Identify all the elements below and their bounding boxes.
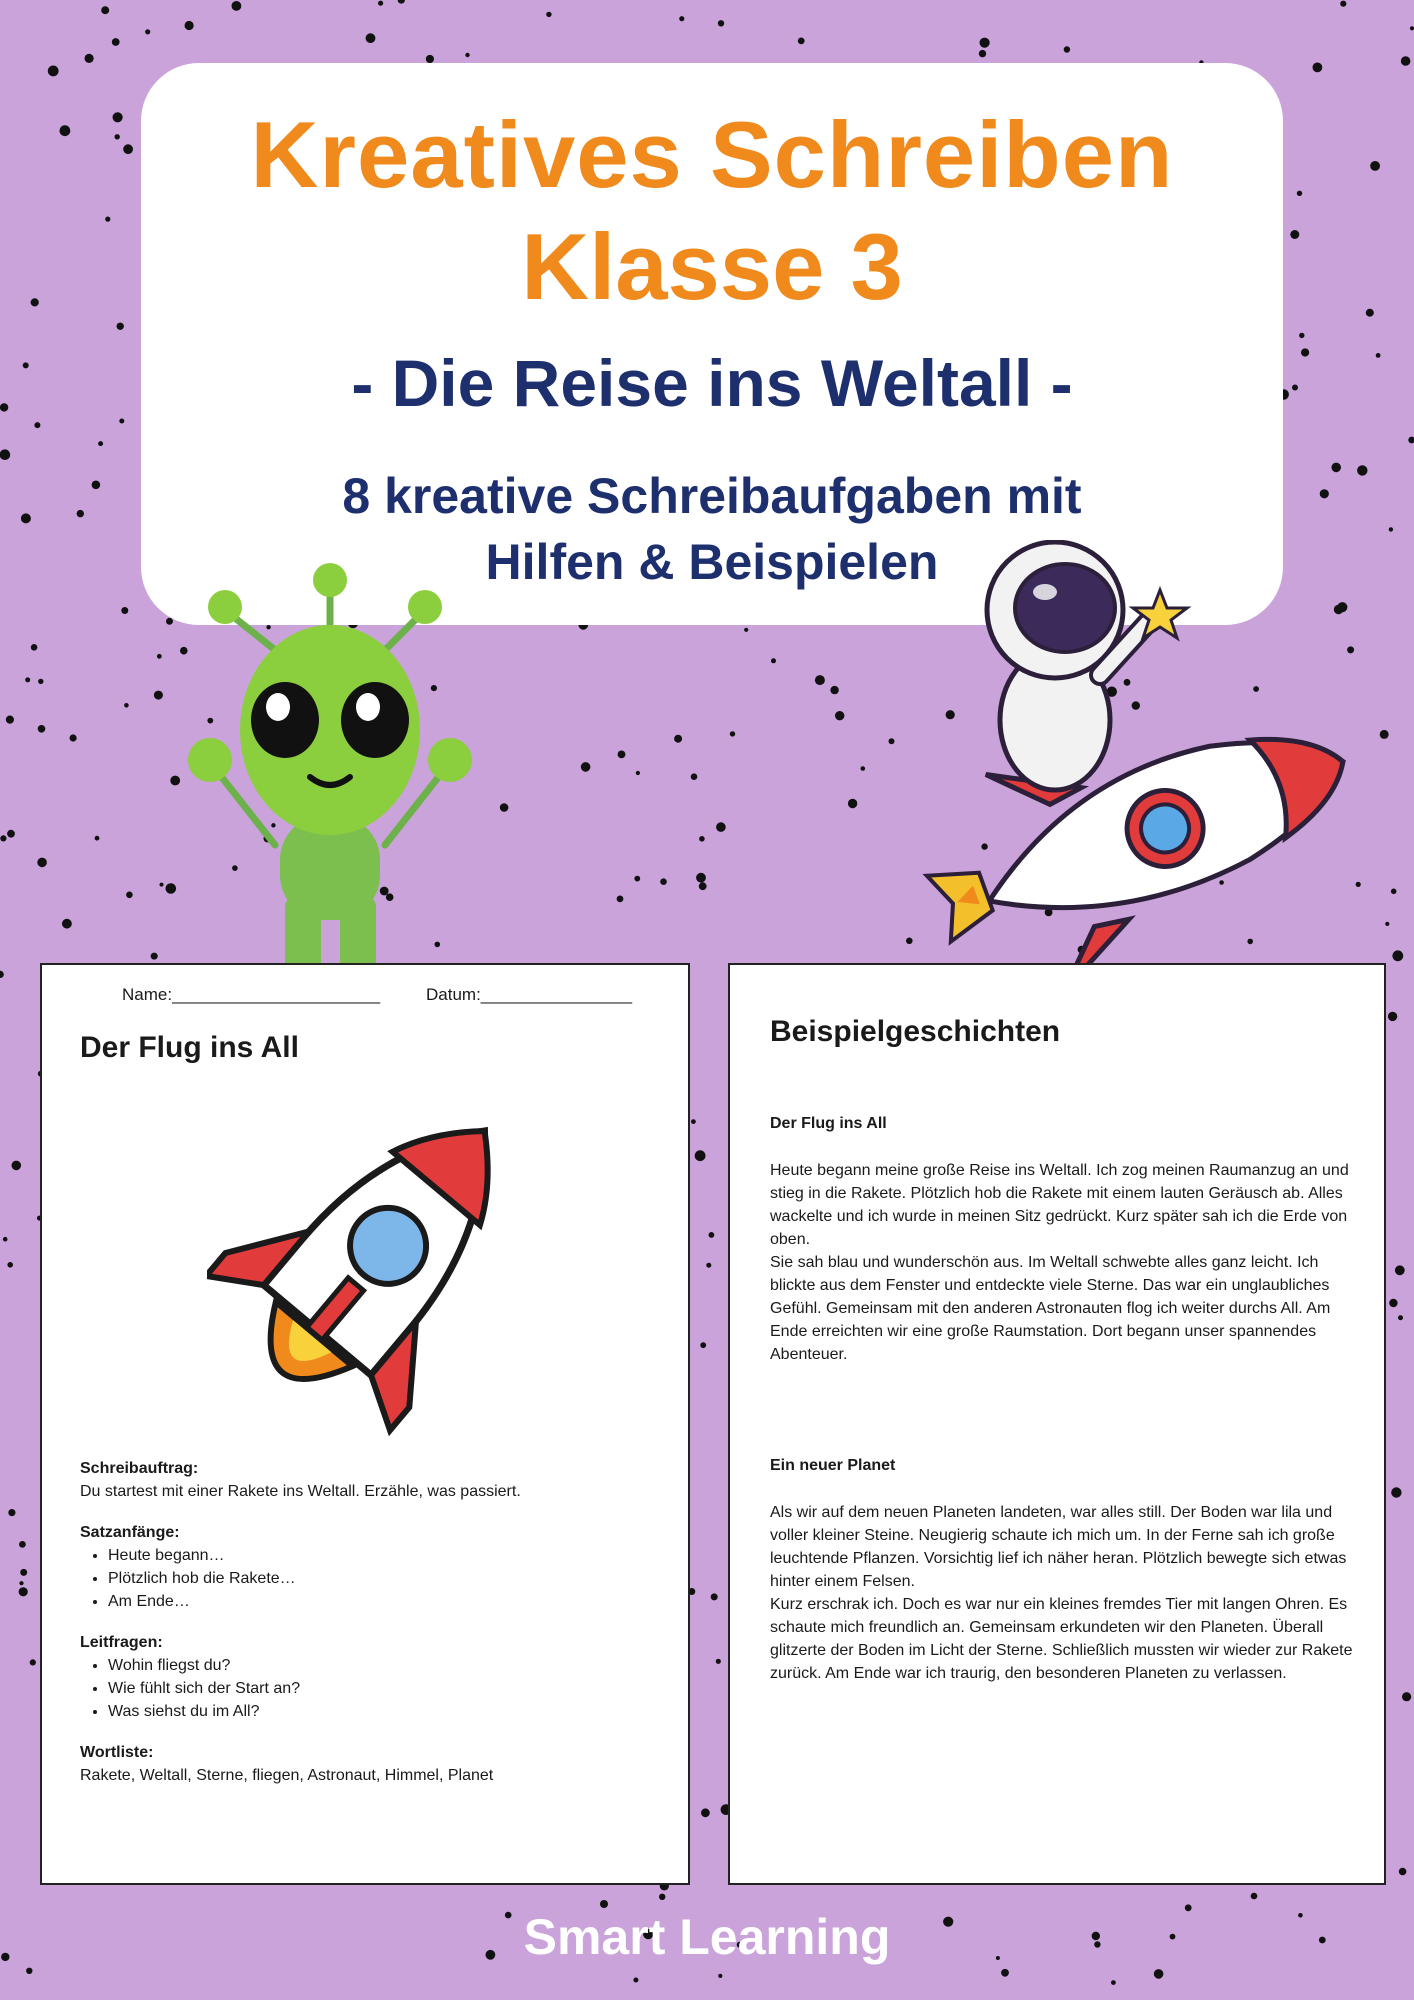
star-dot [166,883,177,894]
star-dot [166,618,173,625]
star-dot [8,1509,15,1516]
starters-list [80,1544,660,1613]
star-dot [30,1659,36,1665]
star-dot [37,858,47,868]
star-dot [1391,1487,1401,1497]
star-dot [31,644,38,651]
star-dot [500,803,509,812]
star-dot [1366,309,1374,317]
star-dot [38,725,46,733]
star-dot [600,1900,608,1908]
star-dot [145,29,150,34]
star-dot [19,1581,23,1585]
story1-title: Der Flug ins All [770,1115,887,1132]
wordlist-heading: Wortliste: [80,1744,154,1761]
star-dot [1370,161,1380,171]
story2-paragraph-2: Kurz erschrak ich. Doch es war nur ein kleines fremdes Tier mit langen Ohren. Es schaute mich freundlich an. Gemeinsam erkundeten wir den Planeten. Überall glitzerte der Boden im Licht der Sterne. Schließlich mussten wir wieder zur Rakete zurück. Am Ende war ich traurig, den besonderen Planeten zu verlassen. [770,1596,1353,1682]
star-dot [119,419,124,424]
star-dot [633,1978,638,1983]
subtitle: - Die Reise ins Weltall - [351,346,1073,420]
star-dot [618,751,626,759]
star-dot [699,882,707,890]
list-item: • Wie fühlt sich der Start an? [108,1677,660,1700]
star-dot [38,679,43,684]
star-dot [0,449,10,460]
star-dot [1389,527,1393,531]
star-dot [848,799,857,808]
star-dot [1376,353,1381,358]
star-dot [1356,882,1361,887]
star-dot [718,1974,722,1978]
star-dot [112,38,120,46]
star-dot [60,125,71,136]
star-dot [124,703,129,708]
star-dot [1331,463,1341,473]
star-dot [1391,889,1397,895]
star-dot [674,735,682,743]
star-dot [835,711,844,720]
star-dot [1399,1868,1407,1876]
star-dot [426,55,434,63]
tagline-line-2: Hilfen & Beispielen [485,534,939,590]
star-dot [121,607,128,614]
star-dot [1320,489,1329,498]
questions-heading: Leitfragen: [80,1634,163,1651]
story2-title: Ein neuer Planet [770,1457,896,1474]
star-dot [1388,1012,1397,1021]
star-dot [101,6,109,14]
star-dot [398,0,405,4]
star-dot [77,510,84,517]
star-dot [48,66,59,77]
star-dot [889,738,895,744]
starters-heading: Satzanfänge: [80,1524,180,1541]
star-dot [1001,1969,1009,1977]
star-dot [11,1161,21,1171]
star-dot [23,362,29,368]
star-dot [771,658,776,663]
star-dot [70,734,77,741]
story1-paragraph-1: Heute begann meine große Reise ins Weltall. Ich zog meinen Raumanzug an und stieg in die Rakete. Plötzlich hob die Rakete mit einem lauten Geräusch ab. Alles wackelte und ich wurde in meinen Sitz gedrückt. Kurz später sah ich die Erde von oben. [770,1162,1349,1248]
star-dot [157,654,162,659]
star-dot [1395,1265,1405,1275]
date-field[interactable]: Datum:________________ [426,985,633,1004]
list-item: • Heute begann… [108,1544,660,1567]
star-dot [160,883,164,887]
star-dot [1380,730,1389,739]
star-dot [117,323,124,330]
star-dot [98,441,103,446]
star-dot [634,876,640,882]
star-dot [185,21,194,30]
star-dot [465,53,469,57]
wordlist-text: Rakete, Weltall, Sterne, fliegen, Astronaut, Himmel, Planet [80,1767,494,1784]
star-dot [0,971,4,978]
star-dot [1392,950,1403,961]
list-item: • Wohin fliegst du? [108,1654,660,1677]
example-stories-page [728,963,1386,1885]
star-dot [31,298,39,306]
star-dot [34,422,40,428]
worksheet-page [40,963,690,1885]
tagline-line-1: 8 kreative Schreibaufgaben mit [342,468,1082,524]
star-dot [7,830,15,838]
star-dot [798,38,805,45]
star-dot [1340,1,1346,7]
main-title-line-1: Kreatives Schreiben [250,102,1174,207]
list-item: • Plötzlich hob die Rakete… [108,1567,660,1590]
star-dot [815,675,825,685]
star-dot [636,771,640,775]
star-dot [706,1263,711,1268]
star-dot [716,822,726,832]
star-dot [3,1237,8,1242]
star-dot [62,919,72,929]
story2-paragraph-1: Als wir auf dem neuen Planeten landeten, war alles still. Der Boden war lila und voller kleiner Steine. Neugierig schaute ich mich um. In der Ferne sah ich große leuchtende Pflanzen. Vorsichtig lief ich näher heran. Plötzlich bewegte sich etwas hinter einem Felsen. [770,1504,1347,1590]
star-dot [1297,191,1302,196]
star-dot [92,481,101,490]
star-dot [744,628,748,632]
star-dot [581,762,591,772]
star-dot [1398,1315,1403,1320]
star-dot [730,731,735,736]
star-dot [617,896,624,903]
star-dot [170,776,180,786]
star-dot [7,1262,13,1268]
star-dot [679,16,684,21]
star-dot [21,513,31,523]
star-dot [716,1659,721,1664]
star-dot [113,112,123,122]
rocket-illustration [207,1080,537,1450]
star-dot [232,1,242,11]
star-dot [378,1,383,6]
alien-illustration [180,555,480,985]
main-title-line-2: Klasse 3 [521,214,903,319]
story1-text [770,1159,1355,1366]
examples-title: Beispielgeschichten [770,1015,1061,1048]
star-dot [1064,46,1070,52]
task-heading: Schreibauftrag: [80,1460,199,1477]
list-item: • Am Ende… [108,1590,660,1613]
star-dot [366,33,376,43]
star-dot [20,1569,27,1576]
star-dot [695,1150,706,1161]
star-dot [0,835,6,841]
star-dot [1292,385,1298,391]
writing-task [80,1457,660,1805]
star-dot [115,134,120,139]
star-dot [1385,922,1389,926]
star-dot [19,1587,28,1596]
star-dot [105,217,110,222]
star-dot [154,691,163,700]
star-dot [660,878,667,885]
astronaut-on-rocket-illustration [905,540,1355,1010]
star-dot [1402,1692,1411,1701]
star-dot [701,1808,710,1817]
star-dot [696,873,706,883]
star-dot [699,836,705,842]
worksheet-title: Der Flug ins All [80,1031,299,1064]
star-dot [691,773,698,780]
star-dot [830,686,838,694]
star-dot [126,892,133,899]
star-dot [700,1342,706,1348]
star-dot [123,144,133,154]
star-dot [1301,348,1309,356]
star-dot [1408,437,1414,444]
questions-list [80,1654,660,1723]
star-dot [25,677,30,682]
star-dot [659,1894,665,1900]
star-dot [1299,333,1304,338]
star-dot [711,1593,718,1600]
star-dot [0,403,8,411]
star-dot [151,953,158,960]
star-dot [1410,26,1414,30]
star-dot [26,1968,32,1974]
star-dot [6,716,14,724]
brand-logo-text: Smart Learning [523,1909,891,1965]
name-field[interactable]: Name:______________________ [122,985,381,1004]
star-dot [19,1541,26,1548]
star-dot [1401,56,1411,66]
star-dot [979,50,986,57]
list-item: • Was siehst du im All? [108,1700,660,1723]
star-dot [861,766,866,771]
star-dot [1154,1969,1164,1979]
story1-paragraph-2: Sie sah blau und wunderschön aus. Im Weltall schwebte alles ganz leicht. Ich blickte aus dem Fenster und entdeckte viele Sterne. Das war ein unglaubliches Gefühl. Gemeinsam mit den anderen Astronauten flog ich weiter durchs All. Am Ende erreichten wir eine große Raumstation. Dort begann unser spannendes Abenteuer. [770,1254,1331,1363]
star-dot [718,20,724,26]
star-dot [1111,1980,1116,1985]
star-dot [691,1119,696,1124]
star-dot [980,38,990,48]
story2-text [770,1501,1355,1685]
star-dot [1251,1893,1258,1900]
star-dot [85,54,94,63]
task-text: Du startest mit einer Rakete ins Weltall. Erzähle, was passiert. [80,1483,521,1500]
star-dot [95,836,100,841]
star-dot [1357,465,1367,475]
star-dot [1313,63,1323,73]
star-dot [1290,230,1299,239]
star-dot [1389,1299,1397,1307]
star-dot [546,12,551,17]
star-dot [709,1232,715,1238]
